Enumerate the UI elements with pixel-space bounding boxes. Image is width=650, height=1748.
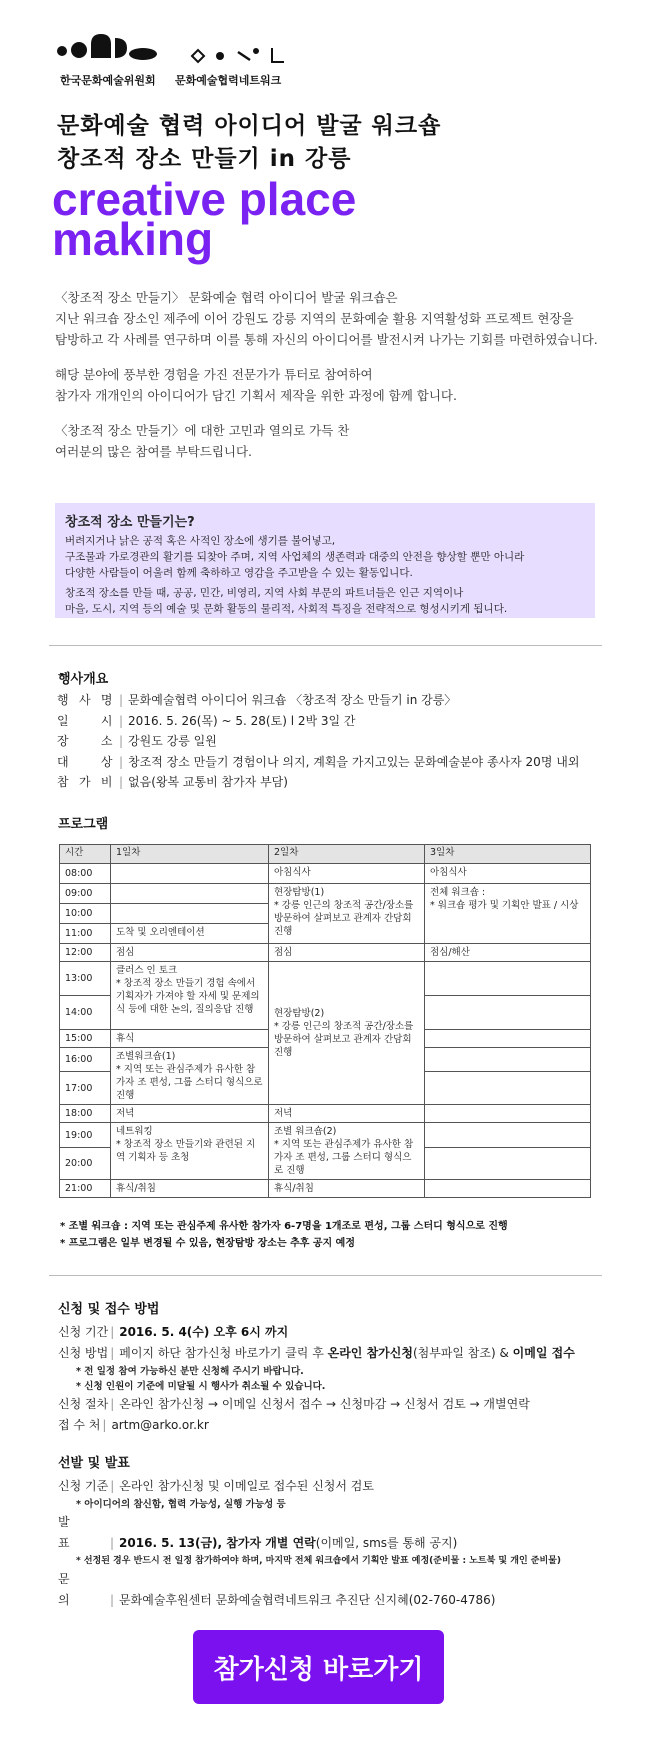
selection-inquiry: 문의 | 문화예술후원센터 문화예술협력네트워크 추진단 신지혜(02-760-4786) bbox=[58, 1569, 633, 1611]
time-cell: 09:00 bbox=[60, 884, 111, 904]
day1-cell: 저녁 bbox=[111, 1105, 269, 1123]
selection-list bbox=[58, 1476, 633, 1611]
day2-cell: 현장탐방(1) * 강릉 인근의 창조적 공간/장소를 방문하여 살펴보고 관계자 간담회 진행 bbox=[269, 884, 425, 944]
selection-heading: 선발 및 발표 bbox=[58, 1456, 130, 1471]
label: 문의 bbox=[58, 1572, 100, 1607]
english-title-line2: making bbox=[52, 213, 214, 265]
intro-line: 여러분의 많은 참여를 부탁드립니다. bbox=[55, 444, 253, 459]
day2-cell: 현장탐방(2) * 강릉 인근의 창조적 공간/장소를 방문하여 살펴보고 관계자 간담회 진행 bbox=[269, 962, 425, 1105]
table-header-row bbox=[60, 845, 591, 864]
application-list bbox=[58, 1322, 633, 1436]
header-day1: 1일차 bbox=[111, 845, 269, 864]
application-contact: 접 수 처 | artm@arko.or.kr bbox=[58, 1418, 209, 1432]
table-row bbox=[60, 962, 591, 996]
time-cell: 21:00 bbox=[60, 1180, 111, 1198]
apply-now-button[interactable]: 참가신청 바로가기 bbox=[193, 1630, 444, 1704]
day1-cell: 휴식/취침 bbox=[111, 1180, 269, 1198]
day3-cell bbox=[425, 1148, 591, 1180]
overview-value: 문화예술협력 아이디어 워크숍 〈창조적 장소 만들기 in 강릉〉 bbox=[128, 693, 457, 707]
time-cell: 08:00 bbox=[60, 864, 111, 884]
separator: | bbox=[119, 734, 124, 748]
day3-cell bbox=[425, 996, 591, 1030]
arko-logo-icon bbox=[57, 30, 161, 66]
overview-value: 강원도 강릉 일원 bbox=[128, 734, 217, 748]
time-cell: 16:00 bbox=[60, 1048, 111, 1072]
day1-cell: 점심 bbox=[111, 944, 269, 962]
day1-cell: 조별워크숍(1) * 지역 또는 관심주제가 유사한 참가자 조 편성, 그룹 스터디 형식으로 진행 bbox=[111, 1048, 269, 1105]
definition-line: 다양한 사람들이 어울려 함께 축하하고 영감을 주고받을 수 있는 활동입니다. bbox=[65, 567, 413, 579]
method-text: 페이지 하단 참가신청 바로가기 클릭 후 bbox=[119, 1346, 328, 1360]
divider bbox=[49, 645, 602, 646]
separator: | bbox=[119, 775, 124, 789]
application-period: 신청 기간 | 2016. 5. 4(수) 오후 6시 까지 bbox=[58, 1325, 289, 1339]
label: 신청 방법 bbox=[58, 1346, 109, 1360]
org1-name: 한국문화예술위원회 bbox=[60, 74, 156, 87]
overview-row bbox=[57, 752, 617, 773]
divider bbox=[49, 1275, 602, 1276]
header-day2: 2일차 bbox=[269, 845, 425, 864]
time-cell: 18:00 bbox=[60, 1105, 111, 1123]
program-heading: 프로그램 bbox=[58, 817, 109, 832]
day1-cell bbox=[111, 864, 269, 884]
overview-row bbox=[57, 711, 617, 732]
intro-line: 〈창조적 장소 만들기〉 문화예술 협력 아이디어 발굴 워크숍은 bbox=[55, 290, 398, 305]
separator: | bbox=[119, 693, 124, 707]
definition-line: 마을, 도시, 지역 등의 예술 및 문화 활동의 물리적, 사회적 특징을 전략적으로 형성시키게 됩니다. bbox=[65, 603, 508, 615]
day2-cell: 아침식사 bbox=[269, 864, 425, 884]
day1-cell: 네트워킹 * 창조적 장소 만들기와 관련된 지역 기획자 등 초청 bbox=[111, 1123, 269, 1180]
day2-cell: 조별 워크숍(2) * 지역 또는 관심주제가 유사한 참가자 조 편성, 그룹 스터디 형식으로 진행 bbox=[269, 1123, 425, 1180]
day3-cell bbox=[425, 1048, 591, 1072]
label: 신청 기준 bbox=[58, 1479, 109, 1493]
method-online: 온라인 참가신청 bbox=[327, 1346, 413, 1360]
overview-label: 일 시 bbox=[57, 713, 113, 728]
contact-email[interactable]: artm@arko.or.kr bbox=[111, 1418, 209, 1432]
table-row bbox=[60, 884, 591, 904]
program-note: * 조별 워크숍 : 지역 또는 관심주제 유사한 참가자 6-7명을 1개조로 편성, 그룹 스터디 형식으로 진행 bbox=[60, 1221, 508, 1232]
program-note: * 프로그램은 일부 변경될 수 있음, 현장탐방 장소는 추후 공지 예정 bbox=[60, 1238, 356, 1249]
method-note: * 전 일정 참여 가능하신 분만 신청해 주시기 바랍니다. bbox=[76, 1366, 304, 1377]
method-note: * 신청 인원이 기준에 미달될 시 행사가 취소될 수 있습니다. bbox=[76, 1381, 326, 1392]
day3-cell bbox=[425, 1105, 591, 1123]
period-value: 2016. 5. 4(수) 오후 6시 까지 bbox=[119, 1325, 289, 1339]
intro-text bbox=[55, 287, 615, 476]
time-cell: 11:00 bbox=[60, 924, 111, 944]
time-cell: 17:00 bbox=[60, 1072, 111, 1105]
definition-line: 창조적 장소를 만들 때, 공공, 민간, 비영리, 지역 사회 부문의 파트너들은 인근 지역이나 bbox=[65, 587, 464, 599]
day3-cell: 전체 워크숍 : * 워크숍 평가 및 기획안 발표 / 시상 bbox=[425, 884, 591, 944]
label: 신청 기간 bbox=[58, 1325, 109, 1339]
day2-cell: 휴식/취침 bbox=[269, 1180, 425, 1198]
time-cell: 12:00 bbox=[60, 944, 111, 962]
overview-label: 장 소 bbox=[57, 734, 113, 748]
overview-label: 참 가 비 bbox=[57, 775, 113, 789]
program-notes bbox=[60, 1218, 508, 1252]
announce-text: (이메일, sms를 통해 공지) bbox=[315, 1536, 458, 1550]
intro-line: 참가자 개개인의 아이디어가 담긴 기획서 제작을 위한 과정에 함께 합니다. bbox=[55, 388, 457, 403]
network-logo-icon bbox=[190, 46, 286, 66]
intro-line: 지난 워크숍 장소인 제주에 이어 강원도 강릉 지역의 문화예술 활용 지역활성화 프로젝트 현장을 bbox=[55, 311, 574, 326]
label: 신청 절차 bbox=[58, 1397, 109, 1411]
criteria-value: 온라인 참가신청 및 이메일로 접수된 신청서 검토 bbox=[119, 1479, 374, 1493]
selection-announce: 발표 | 2016. 5. 13(금), 참가자 개별 연락(이메일, sms를 통해 공지) bbox=[58, 1512, 633, 1554]
definition-title: 창조적 장소 만들기는? bbox=[65, 515, 195, 530]
day2-cell: 저녁 bbox=[269, 1105, 425, 1123]
overview-heading: 행사개요 bbox=[58, 672, 109, 687]
day3-cell bbox=[425, 1030, 591, 1048]
program-table bbox=[59, 844, 591, 1198]
day3-cell: 점심/해산 bbox=[425, 944, 591, 962]
header-time: 시간 bbox=[60, 845, 111, 864]
day1-cell bbox=[111, 884, 269, 904]
day3-cell bbox=[425, 962, 591, 996]
time-cell: 14:00 bbox=[60, 996, 111, 1030]
definition-box bbox=[55, 503, 595, 618]
time-cell: 15:00 bbox=[60, 1030, 111, 1048]
day3-cell bbox=[425, 1180, 591, 1198]
day3-cell: 아침식사 bbox=[425, 864, 591, 884]
time-cell: 20:00 bbox=[60, 1148, 111, 1180]
separator: | bbox=[119, 713, 124, 728]
time-cell: 19:00 bbox=[60, 1123, 111, 1148]
overview-label: 대 상 bbox=[57, 754, 113, 769]
english-title-line1: creative place bbox=[52, 173, 357, 225]
time-cell: 13:00 bbox=[60, 962, 111, 996]
table-row bbox=[60, 1123, 591, 1148]
overview-row bbox=[57, 772, 617, 793]
application-process: 신청 절차 | 온라인 참가신청 → 이메일 신청서 접수 → 신청마감 → 신청서 검토 → 개별연락 bbox=[58, 1397, 530, 1411]
announce-date: 2016. 5. 13(금), 참가자 개별 연락 bbox=[119, 1536, 316, 1550]
table-row bbox=[60, 1105, 591, 1123]
overview-value: 창조적 장소 만들기 경험이나 의지, 계획을 가지고있는 문화예술분야 종사자 20명 내외 bbox=[128, 754, 580, 769]
process-value: 온라인 참가신청 → 이메일 신청서 접수 → 신청마감 → 신청서 검토 → 개별연락 bbox=[119, 1397, 530, 1411]
overview-row bbox=[57, 731, 617, 752]
application-heading: 신청 및 접수 방법 bbox=[58, 1302, 160, 1317]
header-day3: 3일차 bbox=[425, 845, 591, 864]
intro-line: 탐방하고 각 사례를 연구하며 이를 통해 자신의 아이디어를 발전시켜 나가는 기회를 마련하였습니다. bbox=[55, 332, 598, 347]
inquiry-value: 문화예술후원센터 문화예술협력네트워크 추진단 신지혜(02-760-4786) bbox=[119, 1593, 496, 1607]
method-email: 이메일 접수 bbox=[512, 1346, 575, 1360]
definition-body bbox=[65, 533, 589, 621]
day2-cell: 점심 bbox=[269, 944, 425, 962]
overview-list bbox=[57, 690, 617, 793]
intro-line: 해당 분야에 풍부한 경험을 가진 전문가가 튜터로 참여하여 bbox=[55, 367, 373, 382]
day1-cell: 휴식 bbox=[111, 1030, 269, 1048]
label: 접 수 처 bbox=[58, 1418, 101, 1432]
title-line1: 문화예술 협력 아이디어 발굴 워크숍 bbox=[57, 113, 442, 139]
day1-cell bbox=[111, 904, 269, 924]
day1-cell: 클러스 인 토크 * 창조적 장소 만들기 경험 속에서 기획자가 가져야 할 자세 및 문제의식 등에 대한 논의, 질의응답 진행 bbox=[111, 962, 269, 1030]
day3-cell bbox=[425, 1123, 591, 1148]
intro-line: 〈창조적 장소 만들기〉에 대한 고민과 열의로 가득 찬 bbox=[55, 423, 350, 438]
label: 발표 bbox=[58, 1515, 100, 1550]
table-row bbox=[60, 864, 591, 884]
selection-criteria: 신청 기준 | 온라인 참가신청 및 이메일로 접수된 신청서 검토 bbox=[58, 1479, 374, 1493]
application-method: 신청 방법 | 페이지 하단 참가신청 바로가기 클릭 후 온라인 참가신청(첨부파일 참조) & 이메일 접수 bbox=[58, 1346, 575, 1360]
criteria-note: * 아이디어의 참신함, 협력 가능성, 실행 가능성 등 bbox=[76, 1499, 286, 1510]
table-row bbox=[60, 944, 591, 962]
overview-value: 없음(왕복 교통비 참가자 부담) bbox=[128, 775, 288, 789]
definition-line: 구조물과 가로경관의 활기를 되찾아 주며, 지역 사업체의 생존력과 대중의 안전을 향상할 뿐만 아니라 bbox=[65, 551, 525, 563]
day1-cell: 도착 및 오리엔테이션 bbox=[111, 924, 269, 944]
table-row bbox=[60, 1180, 591, 1198]
announce-note: * 선정된 경우 반드시 전 일정 참가하여야 하며, 마지막 전체 워크숍에서 기획안 발표 예정(준비물 : 노트북 및 개인 준비물) bbox=[76, 1556, 561, 1566]
title-line2: 창조적 장소 만들기 in 강릉 bbox=[57, 146, 352, 172]
overview-value: 2016. 5. 26(목) ~ 5. 28(토) l 2박 3일 간 bbox=[128, 713, 356, 728]
method-text: (첨부파일 참조) & bbox=[412, 1346, 513, 1360]
day3-cell bbox=[425, 1072, 591, 1105]
definition-line: 버려지거나 낡은 공적 혹은 사적인 장소에 생기를 불어넣고, bbox=[65, 535, 336, 547]
time-cell: 10:00 bbox=[60, 904, 111, 924]
org2-name: 문화예술협력네트워크 bbox=[175, 74, 282, 87]
overview-row bbox=[57, 690, 617, 711]
separator: | bbox=[119, 754, 124, 769]
overview-label: 행 사 명 bbox=[57, 693, 113, 707]
